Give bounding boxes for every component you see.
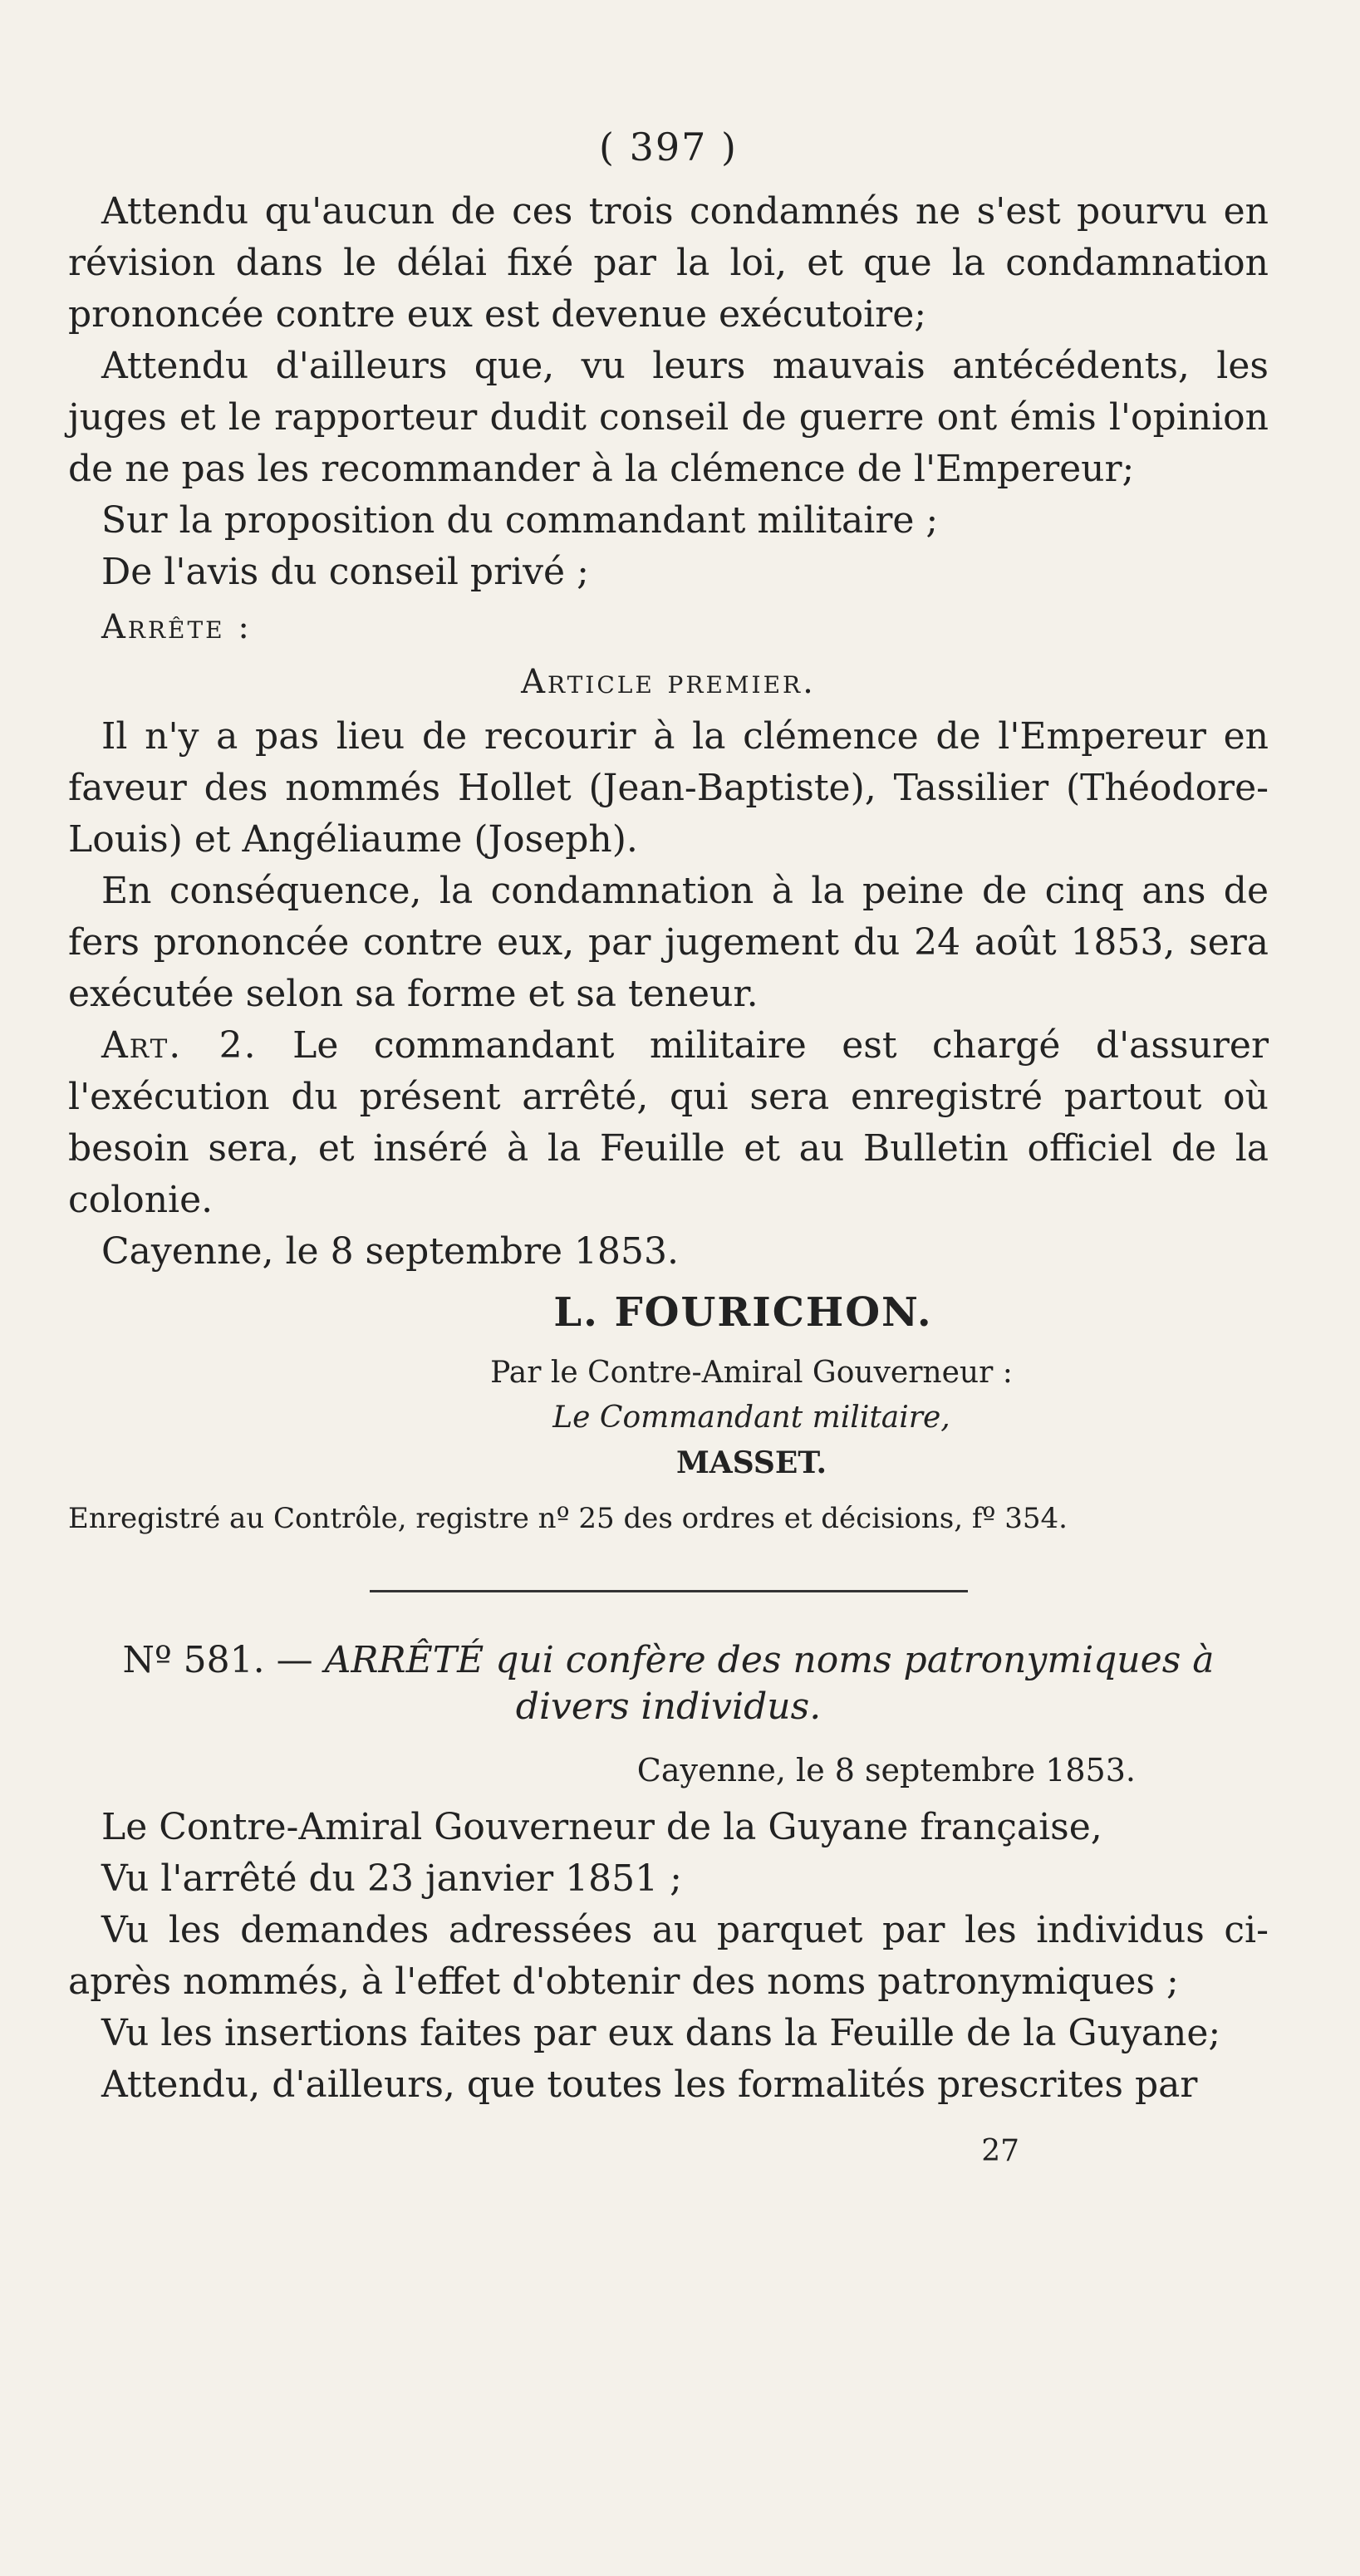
enregistrement-line: Enregistré au Contrôle, registre nº 25 des ordres et décisions, fº 354.	[68, 1502, 1068, 1535]
place-date: Cayenne, le 8 septembre 1853.	[101, 1230, 679, 1273]
commandant-line: Le Commandant militaire,	[552, 1401, 950, 1435]
vu-arrete: Vu l'arrêté du 23 janvier 1851 ;	[101, 1857, 682, 1900]
arrete-label: Arrête :	[101, 608, 252, 646]
page-number: ( 397 )	[599, 125, 738, 169]
paragraph-avis: De l'avis du conseil privé ;	[101, 551, 589, 593]
article-2-label: Art. 2.	[101, 1024, 258, 1067]
section-divider	[370, 1590, 968, 1592]
signature-masset: MASSET.	[675, 1445, 827, 1480]
vu-demandes: Vu les demandes adressées au parquet par les individus ci-après nommés, à l'effet d'obtenir des noms patronymiques ;	[68, 1909, 1269, 2003]
attendu-formalites: Attendu, d'ailleurs, que toutes les formalités prescrites par	[101, 2063, 1198, 2106]
decree-title: ARRÊTÉ qui confère des noms patronymiques à divers individus.	[324, 1639, 1215, 1728]
paragraph-attendu-2: Attendu d'ailleurs que, vu leurs mauvais antécédents, les juges et le rapporteur dudit conseil de guerre ont émis l'opinion de ne pas les recommander à la clémence de l'Empereur;	[68, 345, 1269, 490]
signature-fourichon: L. FOURICHON.	[553, 1289, 933, 1336]
vu-insertions: Vu les insertions faites par eux dans la Feuille de la Guyane;	[101, 2012, 1221, 2054]
article-2	[68, 1020, 1269, 1226]
par-line: Par le Contre-Amiral Gouverneur :	[490, 1356, 1013, 1390]
paragraph-proposition: Sur la proposition du commandant militaire ;	[101, 499, 939, 542]
gouverneur-line: Le Contre-Amiral Gouverneur de la Guyane française,	[101, 1806, 1102, 1848]
article-2-text: Le commandant militaire est chargé d'assurer l'exécution du présent arrêté, qui sera enregistré partout où besoin sera, et inséré à la Feuille et au Bulletin officiel de la colonie.	[68, 1024, 1269, 1221]
decree-date: Cayenne, le 8 septembre 1853.	[636, 1752, 1136, 1788]
article-premier-title: Article premier.	[521, 663, 816, 701]
consequence-text: En conséquence, la condamnation à la peine de cinq ans de fers prononcée contre eux, par jugement du 24 août 1853, sera exécutée selon sa forme et sa teneur.	[68, 870, 1269, 1015]
decree-heading	[68, 1637, 1269, 1730]
article-premier-text: Il n'y a pas lieu de recourir à la clémence de l'Empereur en faveur des nommés Hollet (Jean-Baptiste), Tassilier (Théodore-Louis) et Angéliaume (Joseph).	[68, 715, 1269, 861]
paragraph-attendu-1: Attendu qu'aucun de ces trois condamnés ne s'est pourvu en révision dans le délai fixé par la loi, et que la condamnation prononcée contre eux est devenue exécutoire;	[68, 190, 1269, 336]
signature-mark: 27	[981, 2134, 1019, 2168]
decree-number: Nº 581. —	[122, 1639, 313, 1681]
